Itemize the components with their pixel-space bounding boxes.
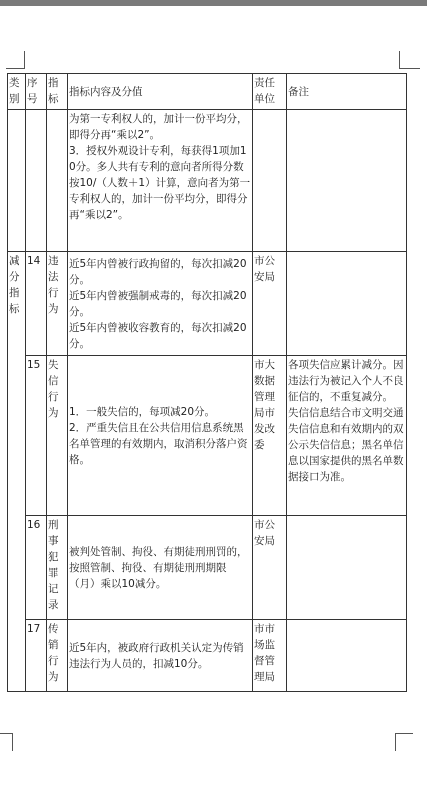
cell-seq-17: 17 xyxy=(26,620,47,692)
cell-note-14 xyxy=(287,252,407,356)
indicator-table xyxy=(7,73,407,692)
crop-mark-top-left xyxy=(24,51,25,69)
crop-mark-bottom-right xyxy=(395,733,396,751)
header-seq: 序号 xyxy=(26,74,47,110)
content-line: 3．授权外观设计专利，每获得1项加10分。多人共有专利的意向者所得分数按10/（人数＋1）计算，意向者为第一专利权人的，加计一份平均分，即得分再“乘以2”。 xyxy=(69,145,251,221)
cell-category-deduct: 减分指标 xyxy=(8,252,26,692)
cell-content-14 xyxy=(68,252,253,356)
cell-unit-empty xyxy=(253,110,287,252)
cell-note-15 xyxy=(287,356,407,516)
crop-mark-bottom-left-h xyxy=(0,733,12,734)
content-line: 1．一般失信的，每项减20分。 xyxy=(69,405,216,418)
cell-seq-16: 16 xyxy=(26,516,47,620)
crop-mark-top-left-h xyxy=(6,68,24,69)
cell-category-empty xyxy=(8,110,26,252)
cell-note-empty xyxy=(287,110,407,252)
cell-seq-15: 15 xyxy=(26,356,47,516)
content-line: 近5年内曾被收容教育的，每次扣减20分。 xyxy=(69,321,247,350)
cell-content-17 xyxy=(68,620,253,692)
cell-note-17 xyxy=(287,620,407,692)
cell-indicator-14: 违法行为 xyxy=(47,252,68,356)
cell-content-16 xyxy=(68,516,253,620)
cell-unit-16: 市公安局 xyxy=(253,516,287,620)
crop-mark-top-right-h xyxy=(400,68,420,69)
cell-indicator-empty xyxy=(47,110,68,252)
header-note: 备注 xyxy=(287,74,407,110)
table-header-row xyxy=(8,74,407,110)
content-line: 近5年内曾被强制戒毒的，每次扣减20分。 xyxy=(69,289,247,318)
table-row-16 xyxy=(8,516,407,620)
crop-mark-top-right xyxy=(399,51,400,69)
content-line: 为第一专利权人的，加计一份平均分，即得分再“乘以2”。 xyxy=(69,113,248,141)
header-category: 类别 xyxy=(8,74,26,110)
content-line: 近5年内曾被行政拘留的，每次扣减20分。 xyxy=(69,257,247,286)
table-row-17 xyxy=(8,620,407,692)
header-content: 指标内容及分值 xyxy=(68,74,253,110)
table-row-14 xyxy=(8,252,407,356)
cell-unit-15: 市大数据管理局市发改委 xyxy=(253,356,287,516)
cell-indicator-15: 失信行为 xyxy=(47,356,68,516)
table-row-continued xyxy=(8,110,407,252)
header-unit: 责任单位 xyxy=(253,74,287,110)
header-indicator: 指标 xyxy=(47,74,68,110)
cell-seq-empty xyxy=(26,110,47,252)
cell-indicator-17: 传销行为 xyxy=(47,620,68,692)
crop-mark-bottom-left xyxy=(12,733,13,751)
note-line: 各项失信应累计减分。因违法行为被记入个人不良征信的，不重复减分。 xyxy=(288,359,404,403)
cell-content-15 xyxy=(68,356,253,516)
cell-seq-14: 14 xyxy=(26,252,47,356)
content-line: 近5年内，被政府行政机关认定为传销违法行为人员的，扣减10分。 xyxy=(69,641,244,670)
cell-content-continued xyxy=(68,110,253,252)
window-top-bar xyxy=(0,0,427,6)
cell-unit-14: 市公安局 xyxy=(253,252,287,356)
content-line: 被判处管制、拘役、有期徒刑刑罚的，按照管制、拘役、有期徒刑刑期限（月）乘以10减分。 xyxy=(69,545,248,590)
content-line: 2．严重失信且在公共信用信息系统黑名单管理的有效期内，取消积分落户资格。 xyxy=(69,421,248,466)
cell-unit-17: 市市场监督管理局 xyxy=(253,620,287,692)
cell-indicator-16: 刑事犯罪记录 xyxy=(47,516,68,620)
table-row-15 xyxy=(8,356,407,516)
cell-note-16 xyxy=(287,516,407,620)
crop-mark-bottom-right-h xyxy=(395,733,413,734)
note-line: 失信信息结合市文明交通失信信息和有效期内的双公示失信信息；黑名单信息以国家提供的黑名单数据接口为准。 xyxy=(288,407,404,483)
